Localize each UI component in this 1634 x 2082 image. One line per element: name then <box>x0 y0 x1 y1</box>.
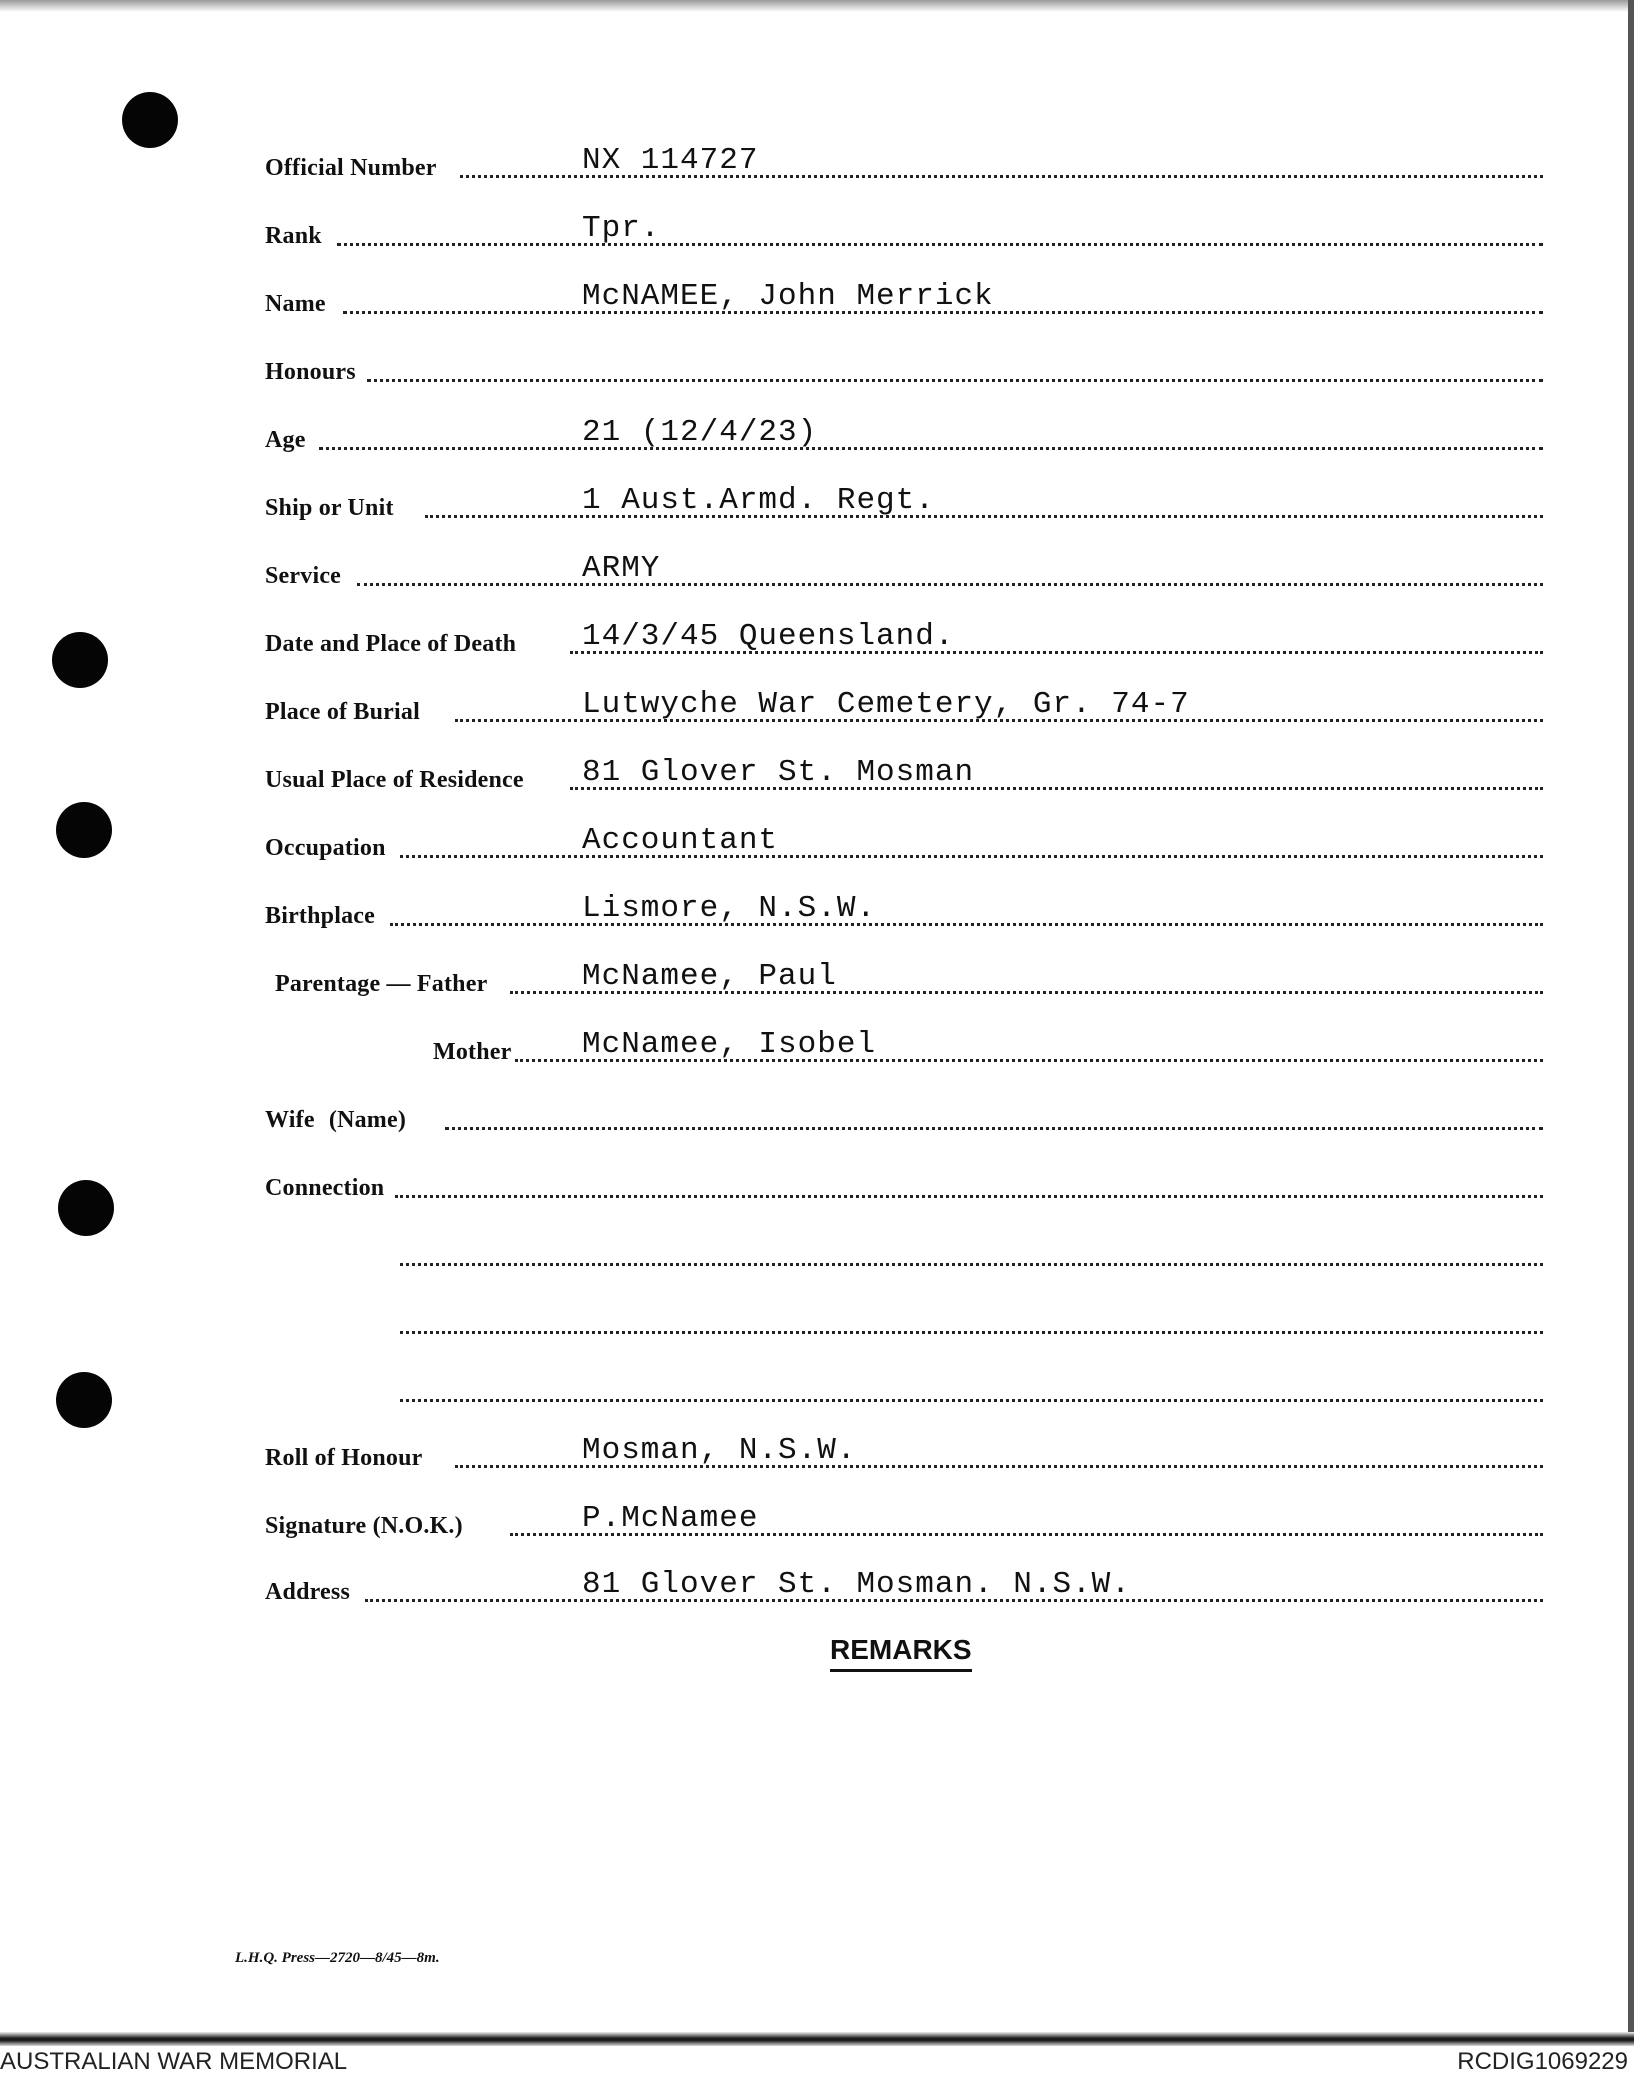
scan-top-edge <box>0 0 1634 12</box>
field-label: Date and Place of Death <box>265 631 517 657</box>
dotted-line <box>337 243 1543 246</box>
field-name <box>265 264 1543 324</box>
field-value: McNamee, Isobel <box>582 1027 877 1062</box>
field-birthplace <box>265 876 1543 936</box>
punch-hole <box>122 92 178 148</box>
dotted-line <box>395 1195 1543 1198</box>
field-label: Mother <box>433 1039 512 1065</box>
field-connection <box>265 1148 1543 1208</box>
scan-right-edge <box>1628 0 1634 2040</box>
punch-hole <box>58 1180 114 1236</box>
field-rank <box>265 196 1543 256</box>
field-label: Rank <box>265 223 322 249</box>
field-value: NX 114727 <box>582 143 759 178</box>
field-blank-line <box>265 1216 1543 1276</box>
field-mother <box>265 1012 1543 1072</box>
archive-record-id: RCDIG1069229 <box>1457 2048 1628 2075</box>
dotted-line <box>319 447 1543 450</box>
field-value: Accountant <box>582 823 779 858</box>
field-value: 81 Glover St. Mosman <box>582 755 975 790</box>
field-label: Official Number <box>265 155 437 181</box>
field-place-of-burial <box>265 672 1543 732</box>
remarks-heading: REMARKS <box>830 1634 972 1672</box>
field-roll-of-honour <box>265 1418 1543 1478</box>
field-label: Usual Place of Residence <box>265 767 524 793</box>
form-print-code: L.H.Q. Press—2720—8/45—8m. <box>235 1950 440 1966</box>
field-label: Honours <box>265 359 356 385</box>
field-occupation <box>265 808 1543 868</box>
field-signature-nok <box>265 1486 1543 1546</box>
field-label: Birthplace <box>265 903 375 929</box>
field-label: Signature (N.O.K.) <box>265 1513 463 1539</box>
dotted-line <box>400 1399 1543 1402</box>
field-label: Occupation <box>265 835 386 861</box>
field-date-place-of-death <box>265 604 1543 664</box>
field-blank-line <box>265 1352 1543 1412</box>
field-value: McNamee, Paul <box>582 959 837 994</box>
field-label: Ship or Unit <box>265 495 394 521</box>
scan-bottom-band <box>0 2032 1634 2046</box>
field-value: McNAMEE, John Merrick <box>582 279 994 314</box>
dotted-line <box>445 1127 1543 1130</box>
field-value: ARMY <box>582 551 661 586</box>
dotted-line <box>400 1263 1543 1266</box>
field-label: Address <box>265 1579 350 1605</box>
field-label: Name <box>265 291 326 317</box>
archive-institution: AUSTRALIAN WAR MEMORIAL <box>0 2048 348 2075</box>
dotted-line <box>390 923 1543 926</box>
dotted-line <box>400 855 1543 858</box>
field-official-number <box>265 128 1543 188</box>
field-age <box>265 400 1543 460</box>
field-value: P.McNamee <box>582 1501 759 1536</box>
field-value: 14/3/45 Queensland. <box>582 619 955 654</box>
field-value: Mosman, N.S.W. <box>582 1433 857 1468</box>
field-wife <box>265 1080 1543 1140</box>
field-value: 81 Glover St. Mosman. N.S.W. <box>582 1567 1131 1602</box>
field-father <box>265 944 1543 1004</box>
field-value: 1 Aust.Armd. Regt. <box>582 483 935 518</box>
field-ship-or-unit <box>265 468 1543 528</box>
field-service <box>265 536 1543 596</box>
punch-hole <box>52 632 108 688</box>
field-label: Roll of Honour <box>265 1445 423 1471</box>
field-label: Wife (Name) <box>265 1107 407 1133</box>
field-blank-line <box>265 1284 1543 1344</box>
field-label: Service <box>265 563 342 589</box>
field-label: Age <box>265 427 306 453</box>
field-usual-residence <box>265 740 1543 800</box>
field-address <box>265 1552 1543 1612</box>
punch-hole <box>56 802 112 858</box>
field-label: Parentage — Father <box>275 971 488 997</box>
field-label: Place of Burial <box>265 699 420 725</box>
punch-hole <box>56 1372 112 1428</box>
field-value: Lutwyche War Cemetery, Gr. 74-7 <box>582 687 1190 722</box>
field-value: Tpr. <box>582 211 661 246</box>
dotted-line <box>357 583 1543 586</box>
field-value: Lismore, N.S.W. <box>582 891 877 926</box>
dotted-line <box>367 379 1543 382</box>
field-honours <box>265 332 1543 392</box>
field-label: Connection <box>265 1175 385 1201</box>
field-value: 21 (12/4/23) <box>582 415 818 450</box>
dotted-line <box>400 1331 1543 1334</box>
